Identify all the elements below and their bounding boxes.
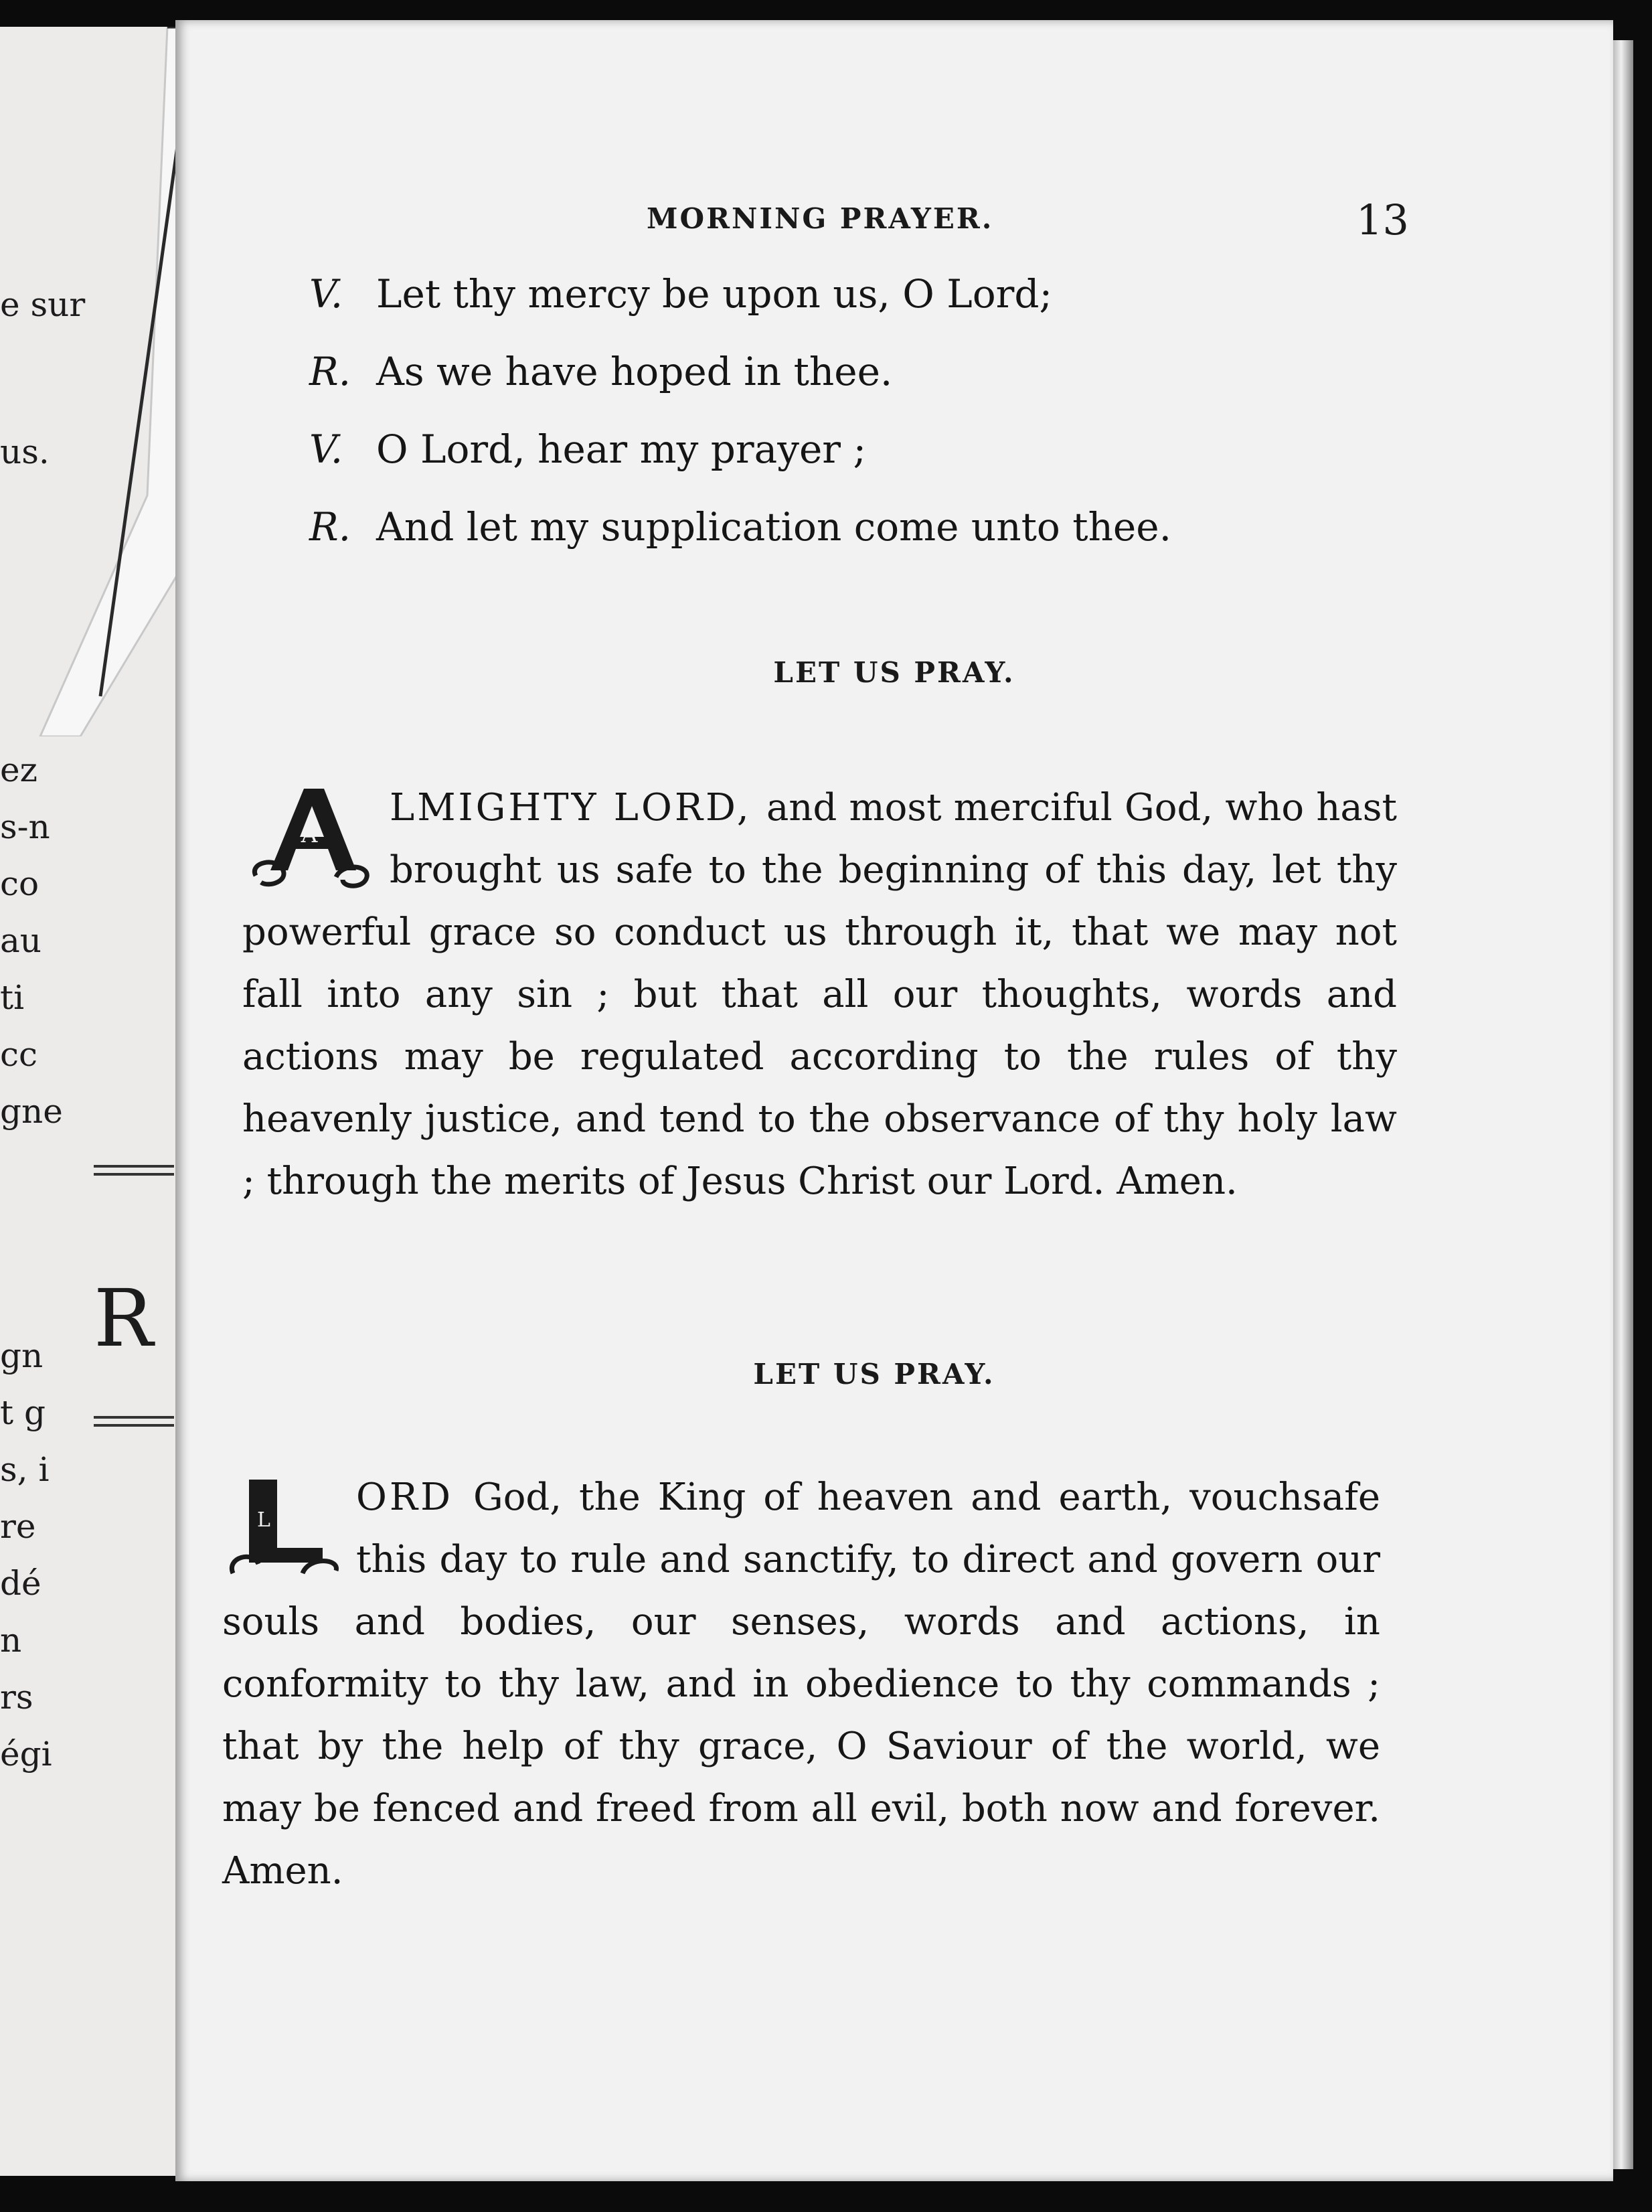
response-line (309, 349, 1447, 430)
left-fragment: gn (0, 1336, 44, 1375)
left-fragment: re (0, 1507, 36, 1546)
drop-cap (222, 1473, 343, 1580)
prayer-lead-caps: ORD (356, 1476, 473, 1519)
left-fragment: dé (0, 1564, 42, 1603)
prayer-text: and most merciful God, who hast brought us safe to the beginning of this day, let thy powerful grace so conduct us through it, that we may not fall into any sin ; but that all our thoughts, words and actions may be regulated according to the rules of thy heavenly justice, and tend to the observance of thy holy law ; through the merits of Jesus Christ our Lord. Amen. (242, 786, 1398, 1203)
response-marker: R. (309, 349, 351, 394)
left-fragment: t g (0, 1393, 46, 1432)
response-text: And let my supplication come unto thee. (376, 504, 1172, 550)
left-fragment: us. (0, 432, 50, 471)
left-fragment: s-n (0, 807, 50, 846)
response-text: As we have hoped in thee. (376, 349, 893, 394)
drop-cap-letter: L (257, 1508, 270, 1532)
left-fragment: rs (0, 1678, 33, 1717)
ornamental-initial-icon (242, 783, 376, 890)
page-number: 13 (1356, 195, 1409, 244)
prayer-paragraph (242, 777, 1397, 1212)
left-fragment: ti (0, 978, 25, 1017)
left-fragment: e sur (0, 285, 86, 324)
prayer-text: God, the King of heaven and earth, vouchsafe this day to rule and sanctify, to direct and govern our souls and bodies, our senses, words and actions, in conformity to thy law, and in obedience to thy commands ; that by the help of thy grace, O Saviour of the world, we may be fenced and freed from all evil, both now and forever. Amen. (222, 1476, 1381, 1893)
versicles (309, 271, 1447, 585)
response-line (309, 504, 1447, 585)
left-rule (94, 1416, 174, 1427)
page-edge (1613, 40, 1633, 2169)
prayer-lead-caps: LMIGHTY LORD, (390, 786, 766, 830)
left-fragment: ez (0, 750, 37, 789)
versicle-line (309, 271, 1447, 352)
left-fragment: n (0, 1621, 22, 1660)
left-fragment: égi (0, 1735, 52, 1773)
running-title: MORNING PRAYER. (647, 202, 994, 235)
drop-cap-letter: A (301, 821, 318, 848)
section-heading: LET US PRAY. (753, 1358, 995, 1391)
versicle-marker: V. (309, 426, 343, 472)
left-fragment: au (0, 921, 42, 960)
drop-cap (242, 783, 376, 890)
versicle-line (309, 426, 1447, 507)
left-big-letter: R (94, 1272, 153, 1364)
left-fragment: cc (0, 1035, 38, 1074)
ornamental-initial-icon (222, 1473, 343, 1580)
versicle-marker: V. (309, 271, 343, 317)
left-fragment: co (0, 864, 39, 903)
left-rule (94, 1165, 174, 1176)
response-marker: R. (309, 504, 351, 550)
book-page (175, 20, 1613, 2181)
prayer-paragraph (222, 1466, 1380, 1902)
left-fragment: gne (0, 1092, 63, 1131)
section-heading: LET US PRAY. (773, 656, 1015, 689)
versicle-text: O Lord, hear my prayer ; (376, 426, 866, 472)
left-fragment: s, i (0, 1450, 50, 1489)
page-header (175, 195, 1613, 249)
versicle-text: Let thy mercy be upon us, O Lord; (376, 271, 1053, 317)
